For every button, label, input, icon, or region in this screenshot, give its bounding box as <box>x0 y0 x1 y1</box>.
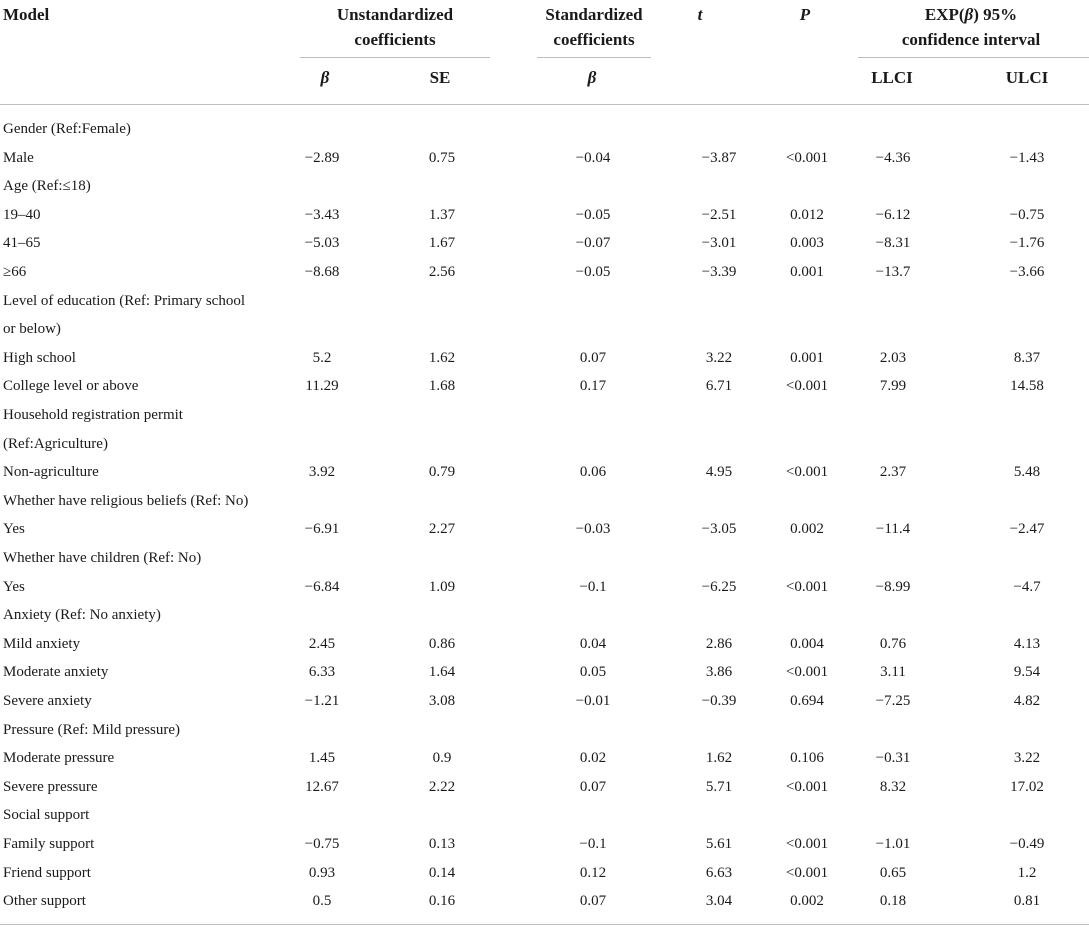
cell-ulci: 4.13 <box>1013 636 1041 652</box>
cell-se: 1.62 <box>428 350 456 366</box>
cell-std-beta: −0.07 <box>575 235 611 251</box>
row-label: Severe pressure <box>3 779 98 795</box>
cell-t: 3.04 <box>705 893 733 909</box>
cell-std-beta: 0.07 <box>579 350 607 366</box>
row-label: Mild anxiety <box>3 636 81 652</box>
cell-std-beta: 0.04 <box>579 636 607 652</box>
cell-ulci: 3.22 <box>1013 750 1041 766</box>
cell-t: 3.86 <box>705 664 733 680</box>
cell-std-beta: 0.05 <box>579 664 607 680</box>
cell-llci: −1.01 <box>875 836 911 852</box>
row-label: Other support <box>3 893 86 909</box>
header-p: P <box>799 5 811 24</box>
header-standardized-line2: coefficients <box>553 30 635 49</box>
cell-std-beta: 0.12 <box>579 865 607 881</box>
cell-p: 0.001 <box>790 264 824 280</box>
cell-beta: −1.21 <box>304 693 340 709</box>
cell-beta: 12.67 <box>305 779 339 795</box>
cell-t: −3.01 <box>701 235 737 251</box>
cell-ulci: −2.47 <box>1009 521 1045 537</box>
cell-beta: 0.5 <box>312 893 332 909</box>
cell-std-beta: −0.05 <box>575 264 611 280</box>
cell-ulci: 1.2 <box>1017 865 1037 881</box>
cell-p: 0.001 <box>790 350 824 366</box>
header-unstandardized-line2: coefficients <box>354 30 436 49</box>
cell-ulci: −0.49 <box>1009 836 1045 852</box>
row-label: ≥66 <box>3 264 27 280</box>
cell-llci: 2.03 <box>879 350 907 366</box>
rule-ci <box>858 57 1089 58</box>
row-label: 19–40 <box>3 207 41 223</box>
cell-beta: 5.2 <box>312 350 332 366</box>
row-label: Family support <box>3 836 95 852</box>
row-label: Gender (Ref:Female) <box>3 121 131 137</box>
header-ci <box>858 2 1084 52</box>
subheader-se: SE <box>429 68 451 87</box>
cell-beta: −2.89 <box>304 150 340 166</box>
row-label: Male <box>3 150 34 166</box>
cell-beta: −6.91 <box>304 521 340 537</box>
cell-llci: −7.25 <box>875 693 911 709</box>
cell-p: <0.001 <box>785 579 829 595</box>
header-bottom-rule <box>0 104 1089 105</box>
cell-se: 0.86 <box>428 636 456 652</box>
header-unstandardized <box>300 2 490 52</box>
cell-llci: −13.7 <box>875 264 911 280</box>
row-label: Yes <box>3 521 25 537</box>
cell-p: 0.002 <box>790 521 824 537</box>
cell-beta: −6.84 <box>304 579 340 595</box>
subheader-llci: LLCI <box>871 68 913 87</box>
cell-t: 3.22 <box>705 350 733 366</box>
cell-beta: 2.45 <box>308 636 336 652</box>
cell-ulci: 5.48 <box>1013 464 1041 480</box>
cell-p: <0.001 <box>785 865 829 881</box>
cell-std-beta: 0.07 <box>579 893 607 909</box>
cell-se: 2.22 <box>428 779 456 795</box>
cell-p: <0.001 <box>785 836 829 852</box>
cell-se: 0.14 <box>428 865 456 881</box>
cell-ulci: −3.66 <box>1009 264 1045 280</box>
cell-llci: −8.31 <box>875 235 911 251</box>
cell-se: 0.9 <box>432 750 452 766</box>
cell-se: 1.37 <box>428 207 456 223</box>
cell-ulci: −1.76 <box>1009 235 1045 251</box>
cell-t: 2.86 <box>705 636 733 652</box>
table-bottom-rule <box>0 924 1089 925</box>
cell-beta: 11.29 <box>305 378 339 394</box>
header-standardized-line1: Standardized <box>545 5 643 24</box>
header-t: t <box>697 5 703 24</box>
cell-llci: −11.4 <box>875 521 911 537</box>
cell-llci: −4.36 <box>875 150 911 166</box>
cell-llci: 0.76 <box>879 636 907 652</box>
cell-std-beta: −0.04 <box>575 150 611 166</box>
header-ci-line1: EXP(β) 95% <box>924 5 1018 24</box>
cell-ulci: 0.81 <box>1013 893 1041 909</box>
cell-beta: 3.92 <box>308 464 336 480</box>
row-label: 41–65 <box>3 235 41 251</box>
cell-p: <0.001 <box>785 779 829 795</box>
cell-std-beta: −0.1 <box>579 579 607 595</box>
cell-llci: −0.31 <box>875 750 911 766</box>
cell-se: 0.16 <box>428 893 456 909</box>
cell-std-beta: 0.06 <box>579 464 607 480</box>
cell-t: −3.05 <box>701 521 737 537</box>
cell-std-beta: −0.05 <box>575 207 611 223</box>
row-label: Level of education (Ref: Primary school <box>3 293 246 309</box>
cell-ulci: 9.54 <box>1013 664 1041 680</box>
row-label: Moderate pressure <box>3 750 115 766</box>
cell-ulci: −0.75 <box>1009 207 1045 223</box>
row-label: Age (Ref:≤18) <box>3 178 91 194</box>
cell-llci: 8.32 <box>879 779 907 795</box>
cell-llci: 0.65 <box>879 865 907 881</box>
subheader-std-beta: β <box>587 68 597 87</box>
rule-unstandardized <box>300 57 490 58</box>
cell-beta: 0.93 <box>308 865 336 881</box>
row-label: Moderate anxiety <box>3 664 109 680</box>
cell-se: 0.13 <box>428 836 456 852</box>
cell-t: 1.62 <box>705 750 733 766</box>
cell-se: 1.64 <box>428 664 456 680</box>
cell-p: <0.001 <box>785 464 829 480</box>
cell-beta: −5.03 <box>304 235 340 251</box>
row-label: High school <box>3 350 76 366</box>
cell-p: 0.694 <box>790 693 824 709</box>
row-label: Whether have religious beliefs (Ref: No) <box>3 493 249 509</box>
cell-llci: 2.37 <box>879 464 907 480</box>
cell-ulci: −4.7 <box>1013 579 1041 595</box>
cell-ulci: −1.43 <box>1009 150 1045 166</box>
row-label: Non-agriculture <box>3 464 99 480</box>
cell-std-beta: −0.03 <box>575 521 611 537</box>
cell-ulci: 4.82 <box>1013 693 1041 709</box>
cell-p: 0.002 <box>790 893 824 909</box>
subheader-beta: β <box>320 68 330 87</box>
cell-beta: 1.45 <box>308 750 336 766</box>
header-unstandardized-line1: Unstandardized <box>336 5 454 24</box>
cell-ulci: 14.58 <box>1010 378 1044 394</box>
cell-beta: 6.33 <box>308 664 336 680</box>
cell-se: 1.67 <box>428 235 456 251</box>
cell-llci: 3.11 <box>880 664 906 680</box>
cell-beta: −8.68 <box>304 264 340 280</box>
cell-beta: −3.43 <box>304 207 340 223</box>
row-label: Friend support <box>3 865 91 881</box>
row-label: Anxiety (Ref: No anxiety) <box>3 607 161 623</box>
cell-t: 6.63 <box>705 865 733 881</box>
cell-std-beta: 0.17 <box>579 378 607 394</box>
cell-p: <0.001 <box>785 378 829 394</box>
cell-t: −6.25 <box>701 579 737 595</box>
row-label: or below) <box>3 321 61 337</box>
cell-t: 5.71 <box>705 779 733 795</box>
cell-se: 0.79 <box>428 464 456 480</box>
cell-ulci: 17.02 <box>1010 779 1044 795</box>
cell-std-beta: −0.1 <box>579 836 607 852</box>
cell-beta: −0.75 <box>304 836 340 852</box>
cell-t: −3.87 <box>701 150 737 166</box>
rule-standardized <box>537 57 651 58</box>
cell-t: 6.71 <box>705 378 733 394</box>
row-label: Pressure (Ref: Mild pressure) <box>3 722 181 738</box>
cell-std-beta: 0.02 <box>579 750 607 766</box>
cell-p: 0.004 <box>790 636 824 652</box>
cell-ulci: 8.37 <box>1013 350 1041 366</box>
cell-llci: 7.99 <box>879 378 907 394</box>
row-label: Yes <box>3 579 25 595</box>
cell-se: 0.75 <box>428 150 456 166</box>
cell-p: 0.106 <box>790 750 824 766</box>
cell-std-beta: 0.07 <box>579 779 607 795</box>
cell-t: 5.61 <box>705 836 733 852</box>
cell-se: 1.68 <box>428 378 456 394</box>
row-label: Severe anxiety <box>3 693 92 709</box>
cell-llci: −6.12 <box>875 207 911 223</box>
header-ci-line2: confidence interval <box>901 30 1041 49</box>
row-label: (Ref:Agriculture) <box>3 436 108 452</box>
cell-p: 0.012 <box>790 207 824 223</box>
cell-p: <0.001 <box>785 150 829 166</box>
cell-se: 1.09 <box>428 579 456 595</box>
cell-se: 2.56 <box>428 264 456 280</box>
row-label: Whether have children (Ref: No) <box>3 550 202 566</box>
cell-llci: −8.99 <box>875 579 911 595</box>
row-label: Social support <box>3 807 90 823</box>
cell-std-beta: −0.01 <box>575 693 611 709</box>
cell-se: 3.08 <box>428 693 456 709</box>
row-label: College level or above <box>3 378 139 394</box>
cell-t: 4.95 <box>705 464 733 480</box>
row-label: Household registration permit <box>3 407 183 423</box>
cell-t: −0.39 <box>701 693 737 709</box>
cell-llci: 0.18 <box>879 893 907 909</box>
cell-p: 0.003 <box>790 235 824 251</box>
cell-se: 2.27 <box>428 521 456 537</box>
subheader-ulci: ULCI <box>1005 68 1049 87</box>
cell-t: −3.39 <box>701 264 737 280</box>
cell-p: <0.001 <box>785 664 829 680</box>
cell-t: −2.51 <box>701 207 737 223</box>
header-standardized <box>535 2 653 52</box>
header-model: Model <box>3 5 50 24</box>
